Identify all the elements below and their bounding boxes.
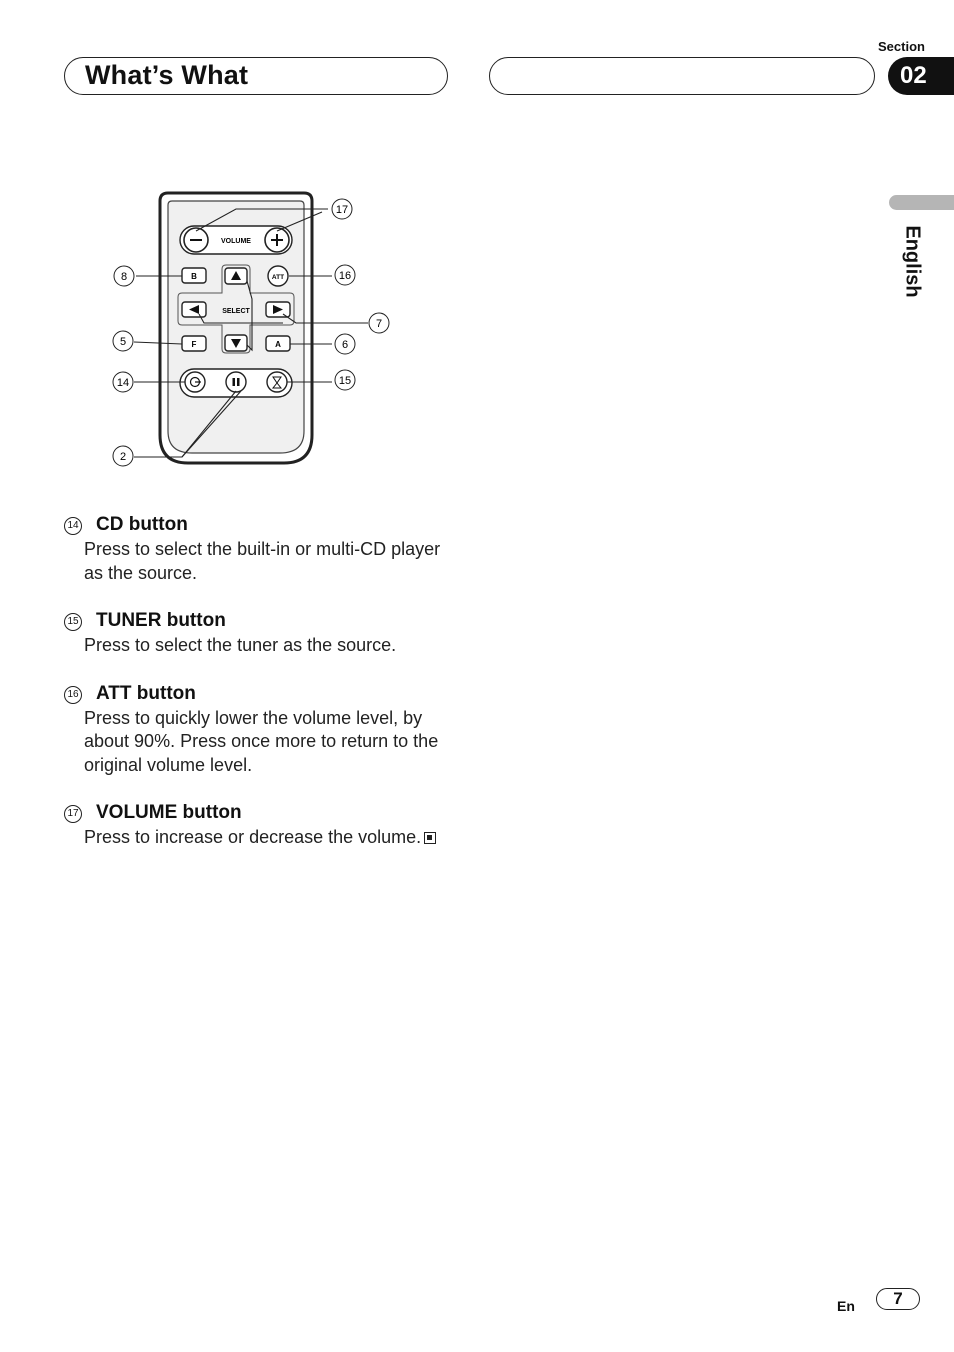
item-title: CD button (96, 514, 188, 535)
end-of-section-icon (424, 832, 436, 844)
item-number: 15 (64, 613, 82, 631)
item-description (84, 826, 459, 850)
item-title: VOLUME button (96, 802, 242, 823)
att-label: ATT (271, 274, 285, 281)
svg-text:6: 6 (341, 339, 349, 351)
down-button (225, 335, 247, 351)
a-label: A (275, 340, 281, 349)
att-button (268, 266, 288, 286)
right-button (266, 302, 290, 317)
f-label: F (191, 340, 197, 349)
callout-17 (332, 199, 352, 219)
page-number: 7 (876, 1288, 920, 1310)
item-description: Press to select the tuner as the source. (84, 635, 397, 655)
tuner-source-button (267, 372, 287, 392)
item-title: ATT button (96, 682, 196, 704)
callout-5 (113, 331, 133, 351)
item-description: Press to select the built-in or multi-CD player as the source. (84, 539, 441, 583)
section-number-badge: 02 (888, 57, 954, 95)
svg-text:5: 5 (119, 336, 127, 348)
callout-15 (335, 370, 355, 390)
svg-text:7: 7 (375, 318, 383, 330)
item-cd-button (64, 514, 464, 585)
svg-text:17: 17 (335, 204, 349, 216)
svg-text:2: 2 (119, 451, 127, 463)
button-descriptions (64, 514, 464, 875)
up-button (225, 268, 247, 284)
callout-14 (113, 372, 133, 392)
section-label: Section (878, 39, 925, 54)
callout-16 (335, 265, 355, 285)
item-title: TUNER button (96, 610, 226, 631)
item-number: 16 (64, 686, 82, 704)
pause-button (226, 372, 246, 392)
item-description: Press to quickly lower the volume level, by about 90%. Press once more to return to the original volume level. (84, 707, 439, 775)
item-volume-button (64, 802, 464, 850)
callout-6 (335, 334, 355, 354)
f-button (182, 336, 206, 351)
remote-control-illustration (100, 185, 400, 475)
item-number: 17 (64, 805, 82, 823)
title-frame (64, 57, 448, 95)
a-button (266, 336, 290, 351)
header-blank-frame (489, 57, 875, 95)
item-att-button (64, 683, 464, 778)
callout-7 (369, 313, 389, 333)
volume-minus-button (184, 228, 208, 252)
language-label: English (901, 225, 924, 298)
svg-text:14: 14 (116, 377, 130, 389)
footer-language-code: En (837, 1298, 855, 1314)
volume-plus-button (265, 228, 289, 252)
item-tuner-button (64, 610, 464, 658)
cd-source-button (185, 372, 205, 392)
volume-label: VOLUME (221, 238, 251, 245)
left-button (182, 302, 206, 317)
callout-2 (113, 446, 133, 466)
svg-text:15: 15 (338, 375, 352, 387)
select-label: SELECT (222, 308, 250, 315)
svg-text:16: 16 (338, 270, 352, 282)
callout-8 (114, 266, 134, 286)
b-button (182, 268, 206, 283)
svg-text:8: 8 (120, 271, 128, 283)
b-label: B (191, 272, 197, 281)
language-tab-marker (889, 195, 954, 210)
item-description-text: Press to increase or decrease the volume. (84, 827, 422, 847)
page-title: What’s What (85, 60, 249, 90)
item-number: 14 (64, 517, 82, 535)
